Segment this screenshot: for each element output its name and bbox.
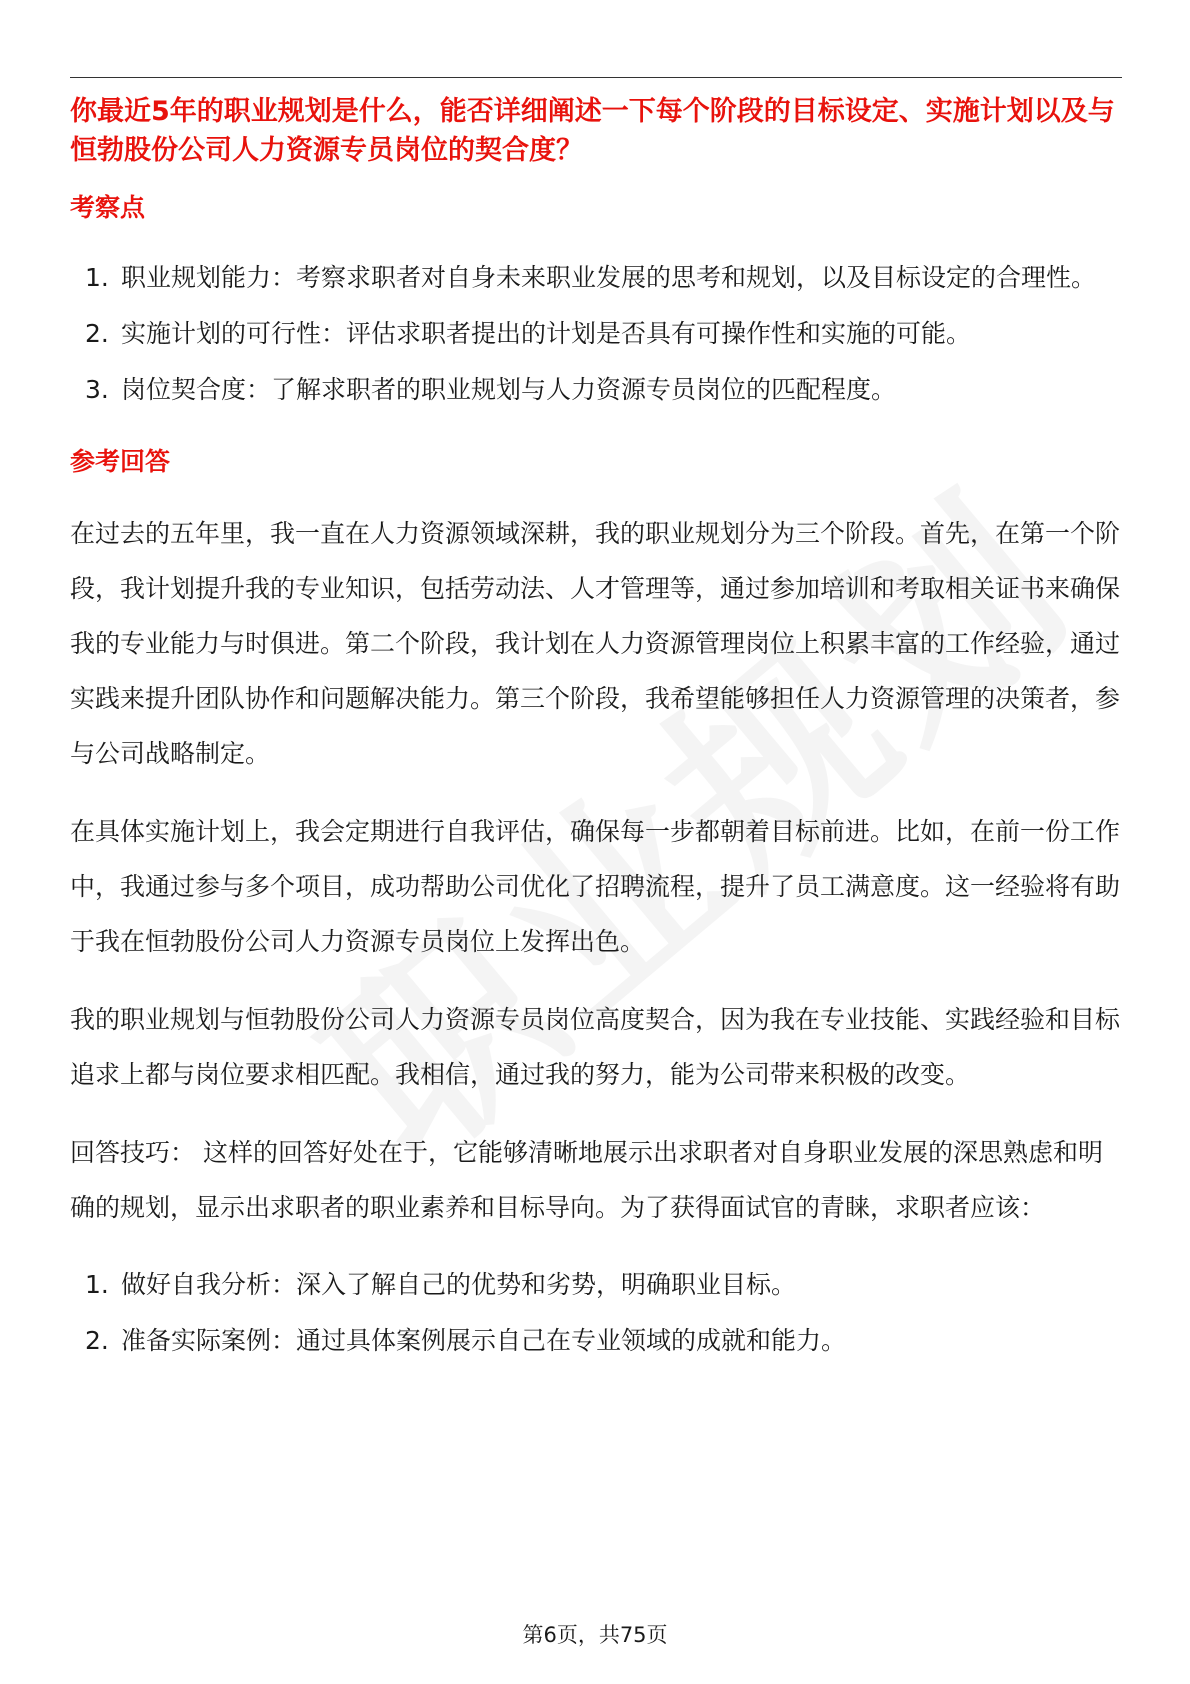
list-text: 实施计划的可行性：评估求职者提出的计划是否具有可操作性和实施的可能。 [121,319,972,348]
answer-paragraph: 在具体实施计划上，我会定期进行自我评估，确保每一步都朝着目标前进。比如，在前一份工作中，我通过参与多个项目，成功帮助公司优化了招聘流程，提升了员工满意度。这一经验将有助于我在恒勃股份公司人力资源专员岗位上发挥出色。 [70,817,1121,956]
header-rule [70,77,1122,78]
list-text: 准备实际案例：通过具体案例展示自己在专业领域的成就和能力。 [121,1326,847,1355]
points-section-title: 考察点 [70,193,146,222]
list-item [70,1313,1122,1369]
answer-tips-paragraph: 回答技巧： 这样的回答好处在于，它能够清晰地展示出求职者对自身职业发展的深思熟虑和明确的规划，显示出求职者的职业素养和目标导向。为了获得面试官的青睐，求职者应该： [70,1138,1103,1222]
list-item [70,306,1122,362]
tips-list [70,1257,1122,1369]
answer-section-title: 参考回答 [70,447,171,476]
answer-paragraph: 我的职业规划与恒勃股份公司人力资源专员岗位高度契合，因为我在专业技能、实践经验和目标追求上都与岗位要求相匹配。我相信，通过我的努力，能为公司带来积极的改变。 [70,1005,1121,1089]
page-footer: 第6页，共75页 [522,1623,668,1647]
list-item [70,1257,1122,1313]
list-number: 2. [85,319,109,348]
page-content [70,92,1122,1369]
list-text: 岗位契合度：了解求职者的职业规划与人力资源专员岗位的匹配程度。 [121,375,897,404]
list-number: 1. [85,1270,109,1299]
answer-paragraph: 在过去的五年里，我一直在人力资源领域深耕，我的职业规划分为三个阶段。首先，在第一个阶段，我计划提升我的专业知识，包括劳动法、人才管理等，通过参加培训和考取相关证书来确保我的专业能力与时俱进。第二个阶段，我计划在人力资源管理岗位上积累丰富的工作经验，通过实践来提升团队协作和问题解决能力。第三个阶段，我希望能够担任人力资源管理的决策者，参与公司战略制定。 [70,519,1121,768]
list-number: 2. [85,1326,109,1355]
question-heading: 你最近5年的职业规划是什么，能否详细阐述一下每个阶段的目标设定、实施计划以及与恒勃股份公司人力资源专员岗位的契合度？ [70,96,1115,166]
list-item [70,362,1122,418]
list-item [70,250,1122,306]
list-text: 做好自我分析：深入了解自己的优势和劣势，明确职业目标。 [121,1270,797,1299]
points-list [70,250,1122,418]
list-number: 3. [85,375,109,404]
list-number: 1. [85,263,109,292]
list-text: 职业规划能力：考察求职者对自身未来职业发展的思考和规划，以及目标设定的合理性。 [121,263,1097,292]
